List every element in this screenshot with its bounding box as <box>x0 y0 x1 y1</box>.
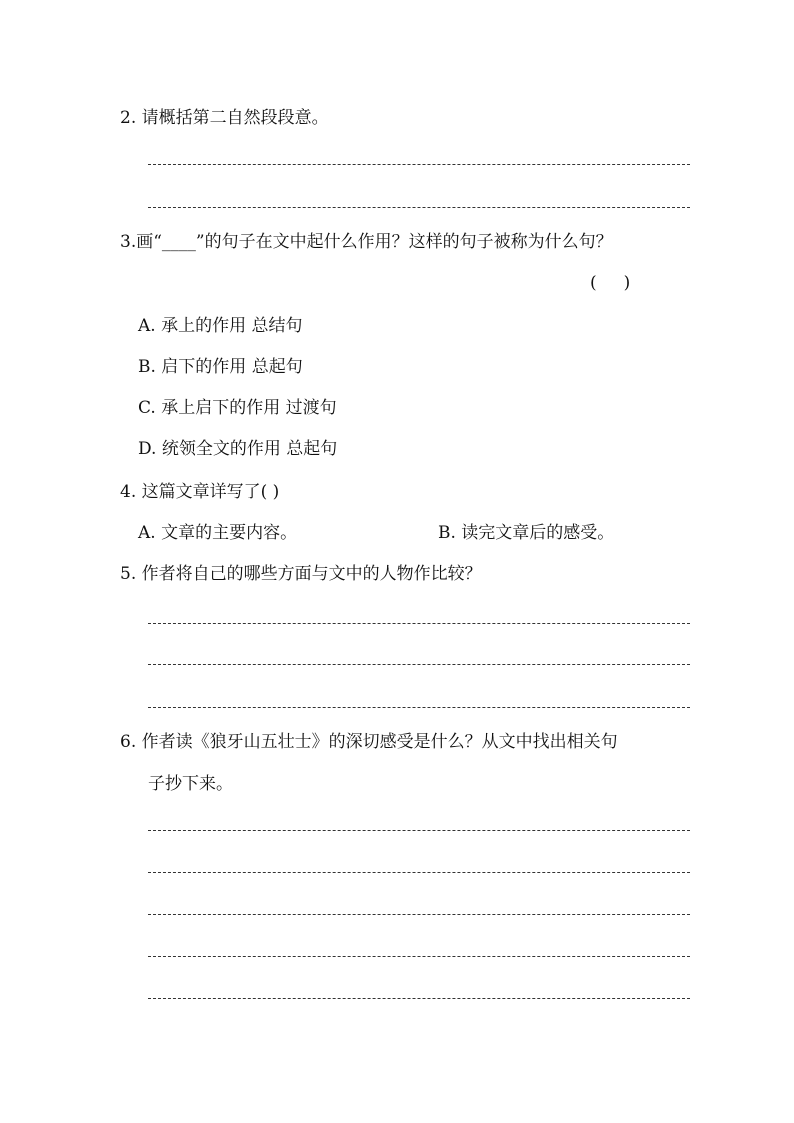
option-a: A. 文章的主要内容。 <box>138 523 298 543</box>
answer-line[interactable] <box>148 164 690 165</box>
answer-line[interactable] <box>148 914 690 915</box>
question-4: 4. 这篇文章详写了( ) <box>120 482 280 502</box>
option-d: D. 统领全文的作用 总起句 <box>138 439 338 459</box>
option-b: B. 读完文章后的感受。 <box>438 523 615 543</box>
answer-line[interactable] <box>148 207 690 208</box>
option-b: B. 启下的作用 总起句 <box>138 357 303 377</box>
question-2: 2. 请概括第二自然段段意。 <box>120 108 329 128</box>
option-a: A. 承上的作用 总结句 <box>138 316 303 336</box>
answer-line[interactable] <box>148 998 690 999</box>
answer-line[interactable] <box>148 664 690 665</box>
question-6-line-1: 6. 作者读《狼牙山五壮士》的深切感受是什么？从文中找出相关句 <box>120 732 618 752</box>
question-3: 3.画“____”的句子在文中起什么作用？这样的句子被称为什么句？ <box>120 232 613 252</box>
answer-line[interactable] <box>148 956 690 957</box>
answer-line[interactable] <box>148 872 690 873</box>
answer-parentheses[interactable]: ( ) <box>590 273 631 293</box>
answer-line[interactable] <box>148 623 690 624</box>
answer-line[interactable] <box>148 707 690 708</box>
question-5: 5. 作者将自己的哪些方面与文中的人物作比较？ <box>120 564 482 584</box>
question-6-line-2: 子抄下来。 <box>148 774 233 794</box>
option-c: C. 承上启下的作用 过渡句 <box>138 398 337 418</box>
answer-line[interactable] <box>148 830 690 831</box>
